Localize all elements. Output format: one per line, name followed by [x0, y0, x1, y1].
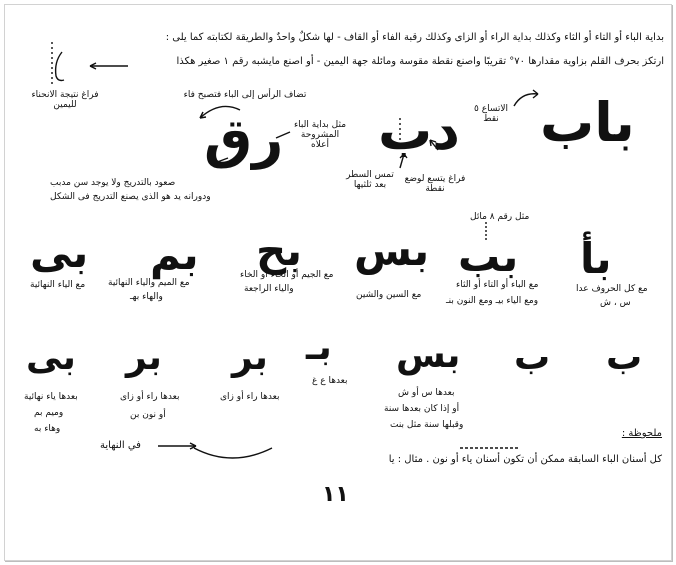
row3-glyph-3: بس	[396, 335, 461, 376]
row3-glyph-6: بر	[126, 337, 162, 378]
row3-glyph-2: ب	[514, 337, 551, 378]
word-raq: رق	[204, 107, 284, 170]
note-title: ملحوظة :	[621, 428, 662, 439]
row2-label-5a: مع الميم والياء النهائية	[108, 278, 190, 288]
row3-label-6b: أو نون بن	[130, 410, 166, 420]
word-raq-note-bottom-a: صعود بالتدريج ولا يوجد سن مدبب	[50, 178, 176, 188]
row3-label-3a: بعدها س أو ش	[398, 388, 455, 398]
row2-glyph-5: بم	[150, 230, 199, 279]
note-text: كل أسنان الباء السابقة ممكن أن تكون أسنان ياء أو نون . مثال : يا	[388, 454, 662, 465]
row3-label-7a: بعدها ياء نهائية	[24, 392, 78, 402]
word-raq-note-bottom-b: ودورانه يد هو الذى يصنع التدريج فى الشكل	[50, 192, 211, 202]
row2-glyph-3: بس	[354, 226, 430, 275]
word-dab-note-a: فراغ يتسع لوضع نقطة	[404, 174, 466, 194]
row2-label-4a: مع الجيم أو الحاء أو الخاء	[240, 270, 334, 280]
row2-label-2b: ومع الياء بيـ ومع النون بنـ	[446, 296, 539, 306]
header-line-2: ارتكز بحرف القلم بزاوية مقدارها ٧٠° تقريبًا واصنع نقطة مقوسة ومائلة جهة اليمين - أو اصنع مايشبه رقم ١ صغير هكذا	[176, 56, 664, 67]
word-dab: دب	[378, 99, 460, 162]
row3-glyph-7: بى	[26, 337, 76, 378]
word-bab-note: الاتساع ٥ نقط	[474, 104, 508, 124]
row2-glyph-4: بح	[256, 226, 303, 275]
row2-label-1b: س ، ش	[600, 298, 631, 308]
row2-label-3a: مع السين والشين	[356, 290, 422, 300]
row2-label-1a: مع كل الحروف عدا	[576, 284, 648, 294]
row2-label-5b: والهاء بهـ	[130, 292, 163, 302]
row3-label-3c: وقبلها سنة مثل بنت	[390, 420, 464, 430]
row3-label-7b: وميم بم	[34, 408, 64, 418]
left-note: فراغ نتيجة الانحناء لليمين	[31, 90, 99, 110]
row3-label-7c: وهاء به	[34, 424, 61, 434]
row2-note-2: مثل رقم ٨ مائل	[470, 212, 530, 222]
row2-label-6a: مع الياء النهائية	[30, 280, 86, 290]
row3-label-6a: بعدها راء أو زاى	[120, 392, 180, 402]
row3-label-5a: بعدها راء أو زاى	[220, 392, 280, 402]
row2-glyph-2: بب	[458, 232, 519, 281]
row2-glyph-1: بأ	[580, 234, 612, 283]
final-label: في النهاية	[100, 440, 141, 451]
row3-glyph-4: بـ	[306, 327, 332, 368]
page-number: ١١	[322, 482, 349, 507]
row3-label-3b: أو إذا كان بعدها سنة	[384, 404, 460, 414]
word-bab: باب	[540, 91, 635, 154]
row2-label-4b: والياء الراجعة	[244, 284, 294, 294]
row3-label-4a: بعدها ع غ	[312, 376, 348, 386]
word-raq-note-top: تضاف الرأس إلى الباء فتصبح فاء	[183, 90, 307, 100]
word-dab-note-b: تمس السطر بعد ثلثيها	[346, 170, 394, 190]
word-raq-note-left: مثل بداية الباء المشروحة أعلاه	[293, 120, 347, 150]
row2-glyph-6: بى	[30, 228, 89, 277]
header-line-1: بداية الباء أو التاء أو الثاء وكذلك بداية الراء أو الزاى وكذلك رقبة الفاء أو القاف - لها شكلٌ واحدٌ والطريقة لكتابته كما يلى :	[165, 32, 664, 43]
row3-glyph-1: ب	[606, 337, 643, 378]
row2-label-2a: مع الباء أو التاء أو الثاء	[456, 280, 539, 290]
row3-glyph-5: بر	[232, 337, 268, 378]
